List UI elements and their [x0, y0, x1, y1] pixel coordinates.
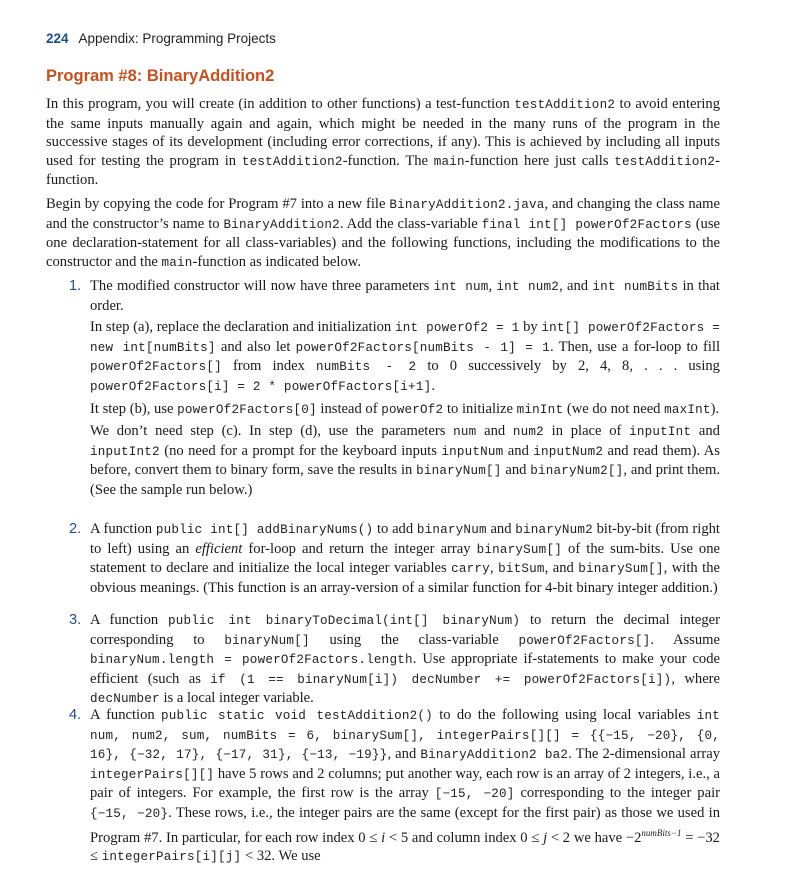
code-span: powerOf2Factors[]: [90, 360, 222, 375]
text-run: in place of: [543, 423, 630, 440]
item-paragraph: [90, 400, 720, 420]
text-run: A function: [90, 521, 156, 537]
text-run: , and: [387, 746, 421, 763]
code-span: BinaryAddition2 ba2: [420, 748, 569, 763]
text-run: , with the obvious meanings. (This function is an array-version of a similar function for 4-bit binary integer addition.): [90, 560, 720, 596]
text-run: instead of: [316, 400, 382, 417]
text-run: A function: [90, 707, 162, 723]
text-run: (no need for a prompt for the keyboard inputs: [159, 442, 442, 459]
superscript-text: numBits−1: [641, 827, 682, 838]
list-item: [46, 706, 720, 867]
text-run: . The 2-dimensional array: [568, 746, 720, 763]
code-span: binarySum[]: [578, 562, 664, 577]
section-title: Appendix: Programming Projects: [78, 31, 276, 46]
text-run: to 0 successively by 2, 4, 8, . . . using: [416, 358, 720, 375]
code-span: numBits - 2: [316, 360, 417, 375]
code-span: inputInt: [629, 425, 692, 440]
list-item: [46, 611, 720, 706]
code-span: testAddition2: [614, 154, 716, 169]
code-span: binaryNum: [416, 523, 487, 537]
text-run: corresponding to the integer pair: [514, 785, 720, 802]
text-run: -function as indicated below.: [192, 253, 361, 270]
instructions-paragraph: [46, 195, 720, 272]
text-run: (use one declaration-statement for all class-variables) and the following functions, including the modifications to the constructor and the: [46, 215, 721, 270]
code-span: int powerOf2 = 1: [394, 321, 520, 336]
code-span: inputNum2: [533, 444, 604, 459]
code-span: powerOf2: [381, 402, 444, 417]
code-span: powerOf2Factors[i] = 2 * powerOfFactors[i+1]: [90, 379, 432, 394]
text-run: bit-by-bit (from right to left) using an: [90, 521, 720, 557]
code-span: public int[] addBinaryNums(): [155, 523, 374, 537]
text-run: (we do not need: [563, 400, 665, 417]
text-run: A function: [90, 612, 169, 628]
text-run: to do the following using local variables: [432, 707, 697, 723]
text-run: and read them). As before, convert them to binary form, save the results in: [90, 442, 720, 479]
text-run: in that order.: [90, 278, 720, 314]
item-number: 3.: [69, 612, 82, 628]
text-run: , and: [544, 560, 579, 577]
code-span: integerPairs[i][j]: [101, 850, 242, 865]
code-span: int num, num2, sum, numBits = 6, binarySum[], integerPairs[][] = {{−15, −20}, {0, 16}, {−32, 17}, {−17, 31}, {−13, −19}}: [90, 709, 720, 763]
code-span: int num: [433, 280, 489, 294]
text-run: to add: [373, 521, 417, 537]
code-span: inputNum: [441, 444, 504, 459]
code-span: main: [161, 255, 193, 270]
code-span: BinaryAddition2: [223, 217, 340, 232]
emphasis-text: i: [381, 829, 386, 846]
text-run: ,: [489, 560, 499, 577]
code-span: bitSum: [498, 562, 545, 577]
code-span: binaryNum[]: [224, 633, 310, 648]
text-run: . Use appropriate if-statements to make your code efficient (such as: [90, 651, 720, 687]
item-paragraph: [90, 611, 720, 709]
emphasis-text: efficient: [195, 540, 243, 557]
item-number: 1.: [69, 278, 82, 294]
code-span: num2: [512, 425, 544, 440]
code-span: final int[] powerOf2Factors: [481, 217, 692, 232]
text-run: for-loop and return the integer array: [242, 540, 477, 557]
text-run: -function. The: [342, 152, 434, 169]
text-run: and: [476, 423, 513, 440]
text-run: We don’t need step (c). In step (d), use the parameters: [90, 423, 454, 440]
item-paragraph: [90, 520, 720, 597]
text-run: and: [503, 442, 534, 459]
text-run: , where: [671, 670, 721, 687]
code-span: int[] powerOf2Factors = new int[numBits]: [90, 321, 720, 355]
code-span: binarySum[]: [476, 542, 562, 557]
running-header: [46, 31, 276, 47]
text-run: by: [519, 319, 542, 336]
text-run: to avoid entering the same inputs manually again and again, which might be needed in the many runs of the program in the successive stages of its development (including error corrections, if any). This is achieved by including all inputs used for testing the program in: [46, 96, 720, 169]
text-run: = −32 ≤: [90, 829, 720, 865]
code-span: public int binaryToDecimal(int[] binaryNum): [168, 614, 521, 628]
code-span: binaryNum2: [515, 523, 593, 537]
code-span: testAddition2: [241, 154, 343, 169]
text-run: In this program, you will create (in addition to other functions) a test-function: [46, 96, 515, 112]
text-run: have 5 rows and 2 columns; put another way, each row is an array of 2 integers, i.e., a pair of integers. For example, the first row is the array: [90, 765, 720, 802]
code-span: int num2: [496, 280, 560, 294]
text-run: and: [691, 423, 720, 440]
task-list: [46, 277, 720, 870]
text-run: Begin by copying the code for Program #7 into a new file: [46, 196, 390, 212]
text-run: -function.: [46, 152, 720, 189]
emphasis-text: j: [543, 829, 548, 846]
item-number: 2.: [69, 521, 82, 537]
text-run: ).: [710, 400, 720, 417]
item-paragraph: [90, 318, 720, 396]
code-span: {−15, −20}: [90, 806, 169, 821]
text-run: -function here just calls: [464, 152, 615, 169]
code-span: if (1 == binaryNum[i]) decNumber += powerOf2Factors[i]): [210, 672, 672, 687]
code-span: inputInt2: [90, 444, 160, 459]
code-span: binaryNum2[]: [530, 464, 624, 479]
program-title: Program #8: BinaryAddition2: [46, 67, 275, 85]
text-run: It step (b), use: [90, 400, 178, 417]
text-run: using the class-variable: [309, 631, 519, 648]
page-number: 224: [46, 31, 69, 46]
text-run: < 32. We use: [241, 848, 321, 865]
text-run: and also let: [215, 338, 296, 355]
code-span: maxInt: [664, 402, 711, 417]
text-run: . Add the class-variable: [339, 215, 482, 232]
text-run: ,: [488, 278, 497, 294]
item-number: 4.: [69, 707, 82, 723]
code-span: powerOf2Factors[0]: [177, 402, 317, 417]
code-span: main: [433, 154, 465, 169]
code-span: minInt: [516, 402, 564, 417]
text-run: In step (a), replace the declaration and initialization: [90, 319, 395, 336]
code-span: public static void testAddition2(): [161, 709, 433, 723]
code-span: integerPairs[][]: [90, 767, 215, 782]
code-span: binaryNum[]: [416, 464, 502, 479]
text-run: < 5 and column index 0 ≤: [385, 829, 544, 846]
code-span: int numBits: [592, 280, 679, 294]
code-span: powerOf2Factors[numBits - 1] = 1: [295, 340, 551, 355]
text-run: , and changing the class name and the constructor’s name to: [46, 196, 720, 232]
text-run: is a local integer variable.: [159, 690, 314, 707]
code-span: testAddition2: [514, 98, 616, 112]
item-paragraph: [90, 277, 720, 315]
text-run: . Assume: [650, 631, 720, 648]
text-run: to initialize: [443, 400, 517, 417]
text-run: . These rows, i.e., the integer pairs are the same (except for the first pair) as those we used in Program #7. In particular, for each row index 0 ≤: [90, 804, 720, 846]
text-run: , and: [559, 278, 593, 294]
list-item: [46, 277, 720, 520]
text-run: from index: [221, 358, 316, 375]
text-run: , and print them. (See the sample run below.): [90, 462, 720, 498]
text-run: and: [486, 521, 516, 537]
code-span: binaryNum.length = powerOf2Factors.length: [90, 653, 413, 668]
text-run: The modified constructor will now have three parameters: [90, 278, 434, 294]
code-span: [−15, −20]: [434, 787, 515, 802]
intro-paragraph: [46, 95, 720, 190]
text-run: .: [431, 377, 435, 394]
item-paragraph: [90, 706, 720, 867]
item-paragraph: [90, 422, 720, 499]
code-span: num: [453, 425, 477, 440]
text-run: to return the decimal integer corresponding to: [90, 612, 720, 648]
code-span: decNumber: [90, 692, 160, 707]
code-span: carry: [451, 562, 490, 577]
text-run: of the sum-bits. Use one statement to declare and initialize the local integer variables: [90, 540, 720, 577]
list-item: [46, 520, 720, 611]
code-span: powerOf2Factors[]: [518, 633, 651, 648]
text-run: and: [501, 462, 531, 479]
text-run: < 2 we have −2: [547, 829, 642, 846]
text-run: . Then, use a for-loop to fill: [550, 338, 721, 355]
code-span: BinaryAddition2.java: [389, 198, 545, 212]
